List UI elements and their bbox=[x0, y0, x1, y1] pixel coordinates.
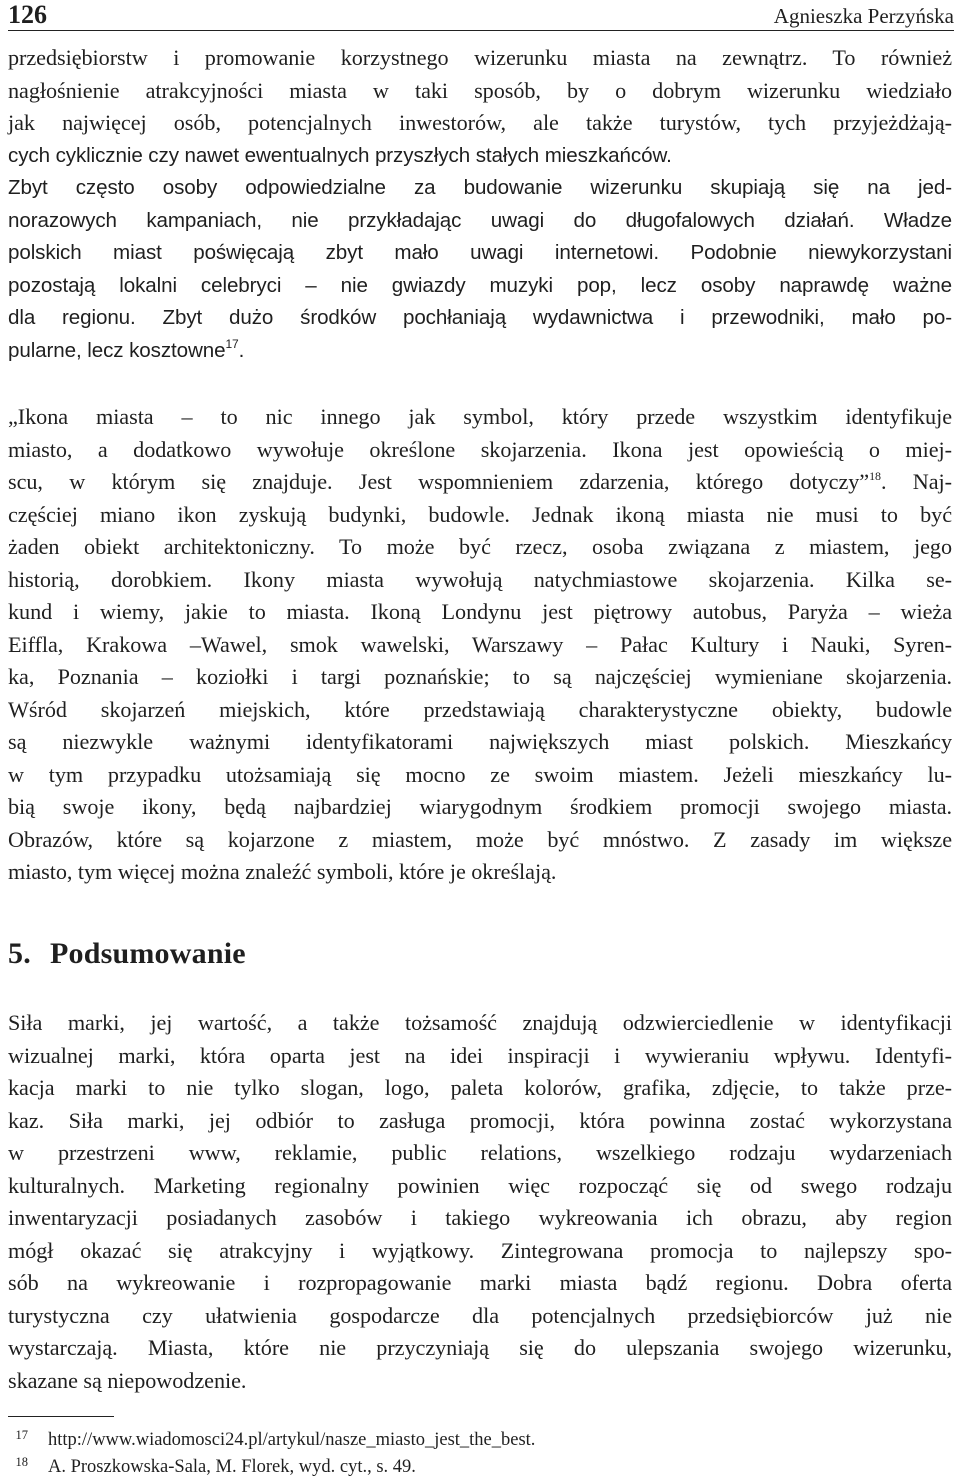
text-line: kacja marki to nie tylko slogan, logo, paleta kolorów, grafika, zdjęcie, to także prze- bbox=[8, 1075, 952, 1100]
text-line: Obrazów, które są kojarzone z miastem, może być mnóstwo. Z zasady im większe bbox=[8, 826, 952, 852]
section-title: Podsumowanie bbox=[50, 937, 246, 970]
text-line: Wśród skojarzeń miejskich, które przedstawiają charakterystyczne obiekty, budowle bbox=[8, 696, 952, 722]
text-line: wizualnej marki, która oparta jest na idei inspiracji i wywieraniu wpływu. Identyfi- bbox=[8, 1042, 952, 1068]
text-line: dla regionu. Zbyt dużo środków pochłaniają wydawnictwa i przewodniki, mało po- bbox=[8, 306, 952, 329]
footnote-18: 18 A. Proszkowska-Sala, M. Florek, wyd. cyt., s. 49. bbox=[15, 1455, 416, 1477]
footnote-text: A. Proszkowska-Sala, M. Florek, wyd. cyt., s. 49. bbox=[48, 1457, 416, 1477]
text-line: kulturalnych. Marketing regionalny powinien więc rozpocząć się od swego rodzaju bbox=[8, 1172, 952, 1198]
text-line: Siła marki, jej wartość, a także tożsamość znajdują odzwierciedlenie w identyfikacji bbox=[8, 1010, 952, 1035]
footnote-reference: 18 bbox=[869, 469, 881, 483]
text-line: mógł okazać się atrakcyjny i wyjątkowy. Zintegrowana promocja to najlepszy spo- bbox=[8, 1237, 952, 1263]
text-line: kaz. Siła marki, jej odbiór to zasługa promocji, która powinna zostać wykorzystana bbox=[8, 1107, 952, 1133]
text-line: polskich miast poświęcają zbyt mało uwagi internetowi. Podobnie niewykorzystani bbox=[8, 241, 952, 264]
section-heading bbox=[8, 934, 246, 974]
text-line: historią, dorobkiem. Ikony miasta wywołują natychmiastowe skojarzenia. Kilka se- bbox=[8, 566, 952, 592]
summary-paragraph bbox=[8, 1007, 952, 1397]
text-line: miasto, tym więcej można znaleźć symboli, które je określają. bbox=[8, 859, 557, 884]
footnote-text: http://www.wiadomosci24.pl/artykul/nasze_miasto_jest_the_best. bbox=[48, 1430, 536, 1450]
text-line: Zbyt często osoby odpowiedzialne za budowanie wizerunku skupiają się na jed- bbox=[8, 176, 952, 199]
text-line-fragment: scu, w którym się znajduje. Jest wspomnieniem zdarzenia, którego dotyczy” bbox=[8, 469, 870, 494]
text-line: Eiffla, Krakowa –Wawel, smok wawelski, Warszawy – Pałac Kultury i Nauki, Syren- bbox=[8, 631, 952, 657]
text-line: nagłośnienie atrakcyjności miasta w taki sposób, by o dobrym wizerunku wiedziało bbox=[8, 77, 952, 103]
text-line: cych cyklicznie czy nawet ewentualnych przyszłych stałych mieszkańców. bbox=[8, 143, 672, 167]
body-paragraph-intro bbox=[8, 42, 952, 140]
text-line-fragment: pularne, lecz kosztowne bbox=[8, 338, 226, 362]
text-line: inwentaryzacji posiadanych zasobów i takiego wykreowania ich obrazu, aby region bbox=[8, 1205, 952, 1230]
text-line: skazane są niepowodzenie. bbox=[8, 1367, 247, 1393]
text-line: wystarczają. Miasta, które nie przyczyniają się do ulepszania swojego wizerunku, bbox=[8, 1335, 952, 1360]
text-line: pozostają lokalni celebryci – nie gwiazdy muzyki pop, lecz osoby naprawdę ważne bbox=[8, 273, 952, 297]
text-line: ka, Poznania – koziołki i targi poznańskie; to są najczęściej wymieniane skojarzenia. bbox=[8, 664, 952, 689]
text-line: w przestrzeni www, reklamie, public relations, wszelkiego rodzaju wydarzeniach bbox=[8, 1140, 952, 1165]
footnote-separator bbox=[8, 1416, 114, 1417]
text-line: „Ikona miasta – to nic innego jak symbol, który przede wszystkim identyfikuje bbox=[8, 404, 952, 429]
body-paragraph-continuation bbox=[8, 140, 952, 368]
text-line: w tym przypadku utożsamiają się mocno ze swoim miastem. Jeżeli mieszkańcy lu- bbox=[8, 761, 952, 787]
section-number: 5. bbox=[8, 937, 31, 970]
text-line: jak najwięcej osób, potencjalnych inwestorów, ale także turystów, tych przyjeżdżają- bbox=[8, 110, 952, 135]
text-line: sób na wykreowanie i rozpropagowanie marki miasta bądź regionu. Dobra oferta bbox=[8, 1270, 952, 1295]
page-number: 126 bbox=[8, 0, 47, 29]
text-line-fragment: . Naj- bbox=[881, 469, 952, 494]
body-paragraph-icon-quote bbox=[8, 401, 952, 889]
text-line: bią swoje ikony, będą najbardziej wiarygodnym środkiem promocji swojego miasta. bbox=[8, 794, 952, 819]
footnote-17: 17 http://www.wiadomosci24.pl/artykul/nasze_miasto_jest_the_best. bbox=[15, 1428, 536, 1450]
running-head-author: Agnieszka Perzyńska bbox=[773, 4, 954, 28]
text-line: pularne, lecz kosztowne$^{17}$. bbox=[8, 336, 245, 362]
text-line: norazowych kampaniach, nie przykładając uwagi do długofalowych działań. Władze bbox=[8, 208, 952, 232]
text-line: są niezwykle ważnymi identyfikatorami największych miast polskich. Mieszkańcy bbox=[8, 729, 952, 754]
footnote-reference: 17 bbox=[225, 336, 239, 351]
text-line: turystyczna czy ułatwienia gospodarcze dla potencjalnych przedsiębiorców już nie bbox=[8, 1302, 952, 1328]
page-header bbox=[8, 0, 954, 31]
text-line: miasto, a dodatkowo wywołuje określone skojarzenia. Ikona jest opowieścią o miej- bbox=[8, 436, 952, 462]
text-line: przedsiębiorstw i promowanie korzystnego wizerunku miasta na zewnątrz. To również bbox=[8, 45, 952, 70]
text-line: częściej miano ikon zyskują budynki, budowle. Jednak ikoną miasta nie musi to być bbox=[8, 501, 952, 527]
text-line: żaden obiekt architektoniczny. To może być rzecz, osoba związana z miastem, jego bbox=[8, 534, 952, 559]
text-line: kund i wiemy, jakie to miasta. Ikoną Londynu jest piętrowy autobus, Paryża – wieża bbox=[8, 599, 952, 624]
text-line bbox=[8, 466, 952, 499]
